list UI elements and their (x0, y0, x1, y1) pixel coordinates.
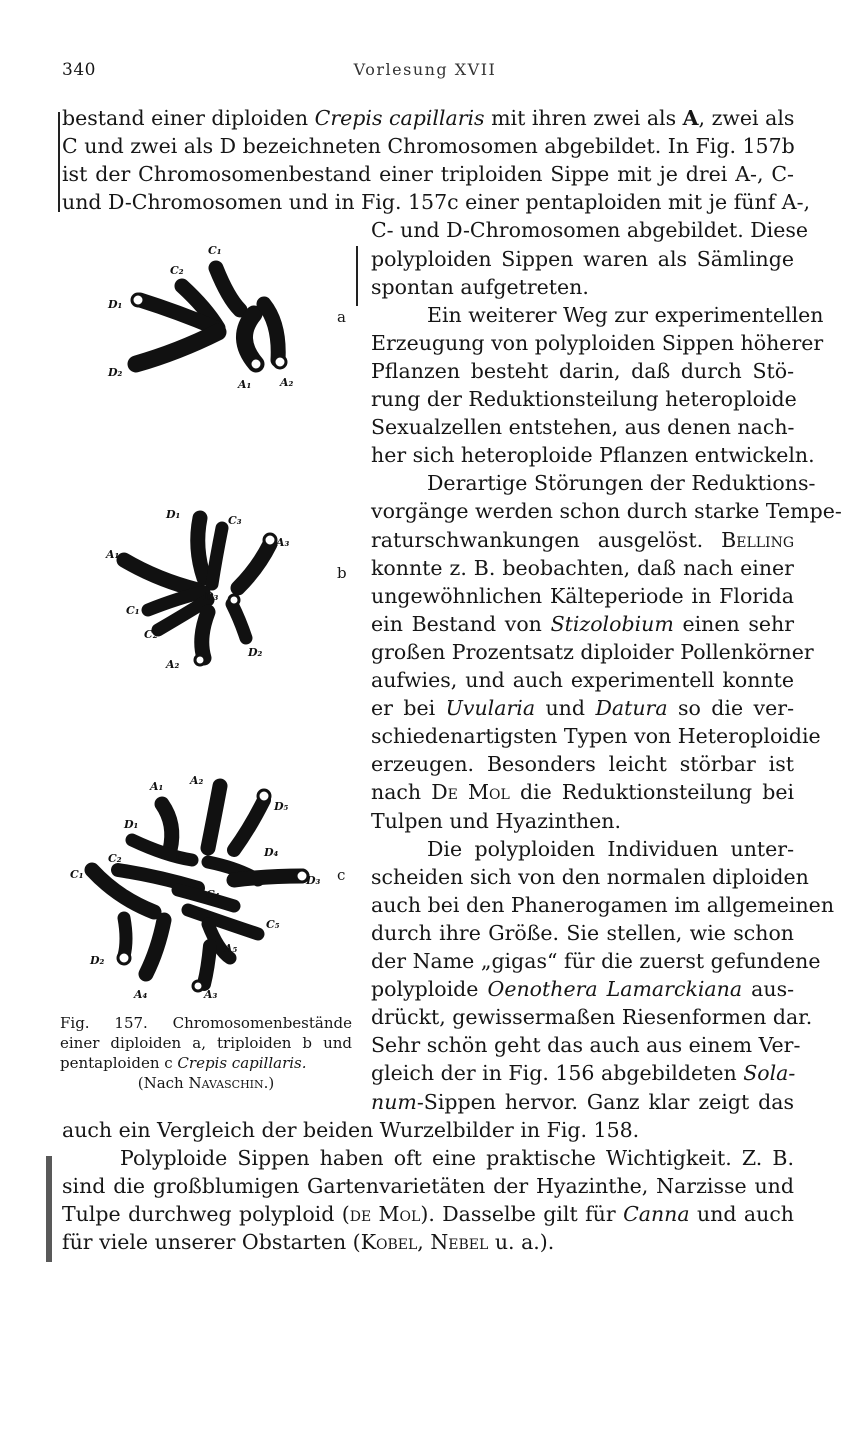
chromosome-label: D₃ (306, 874, 321, 887)
panel-label-c: c (337, 866, 346, 884)
panel-b-spread (124, 518, 276, 665)
text-run: und (535, 696, 596, 721)
chromosome-label: A₅ (224, 942, 238, 955)
text-run: raturschwankungen ausgelöst. (371, 527, 722, 552)
text-run: auch ein Vergleich der beiden Wurzelbilder in Fig. 158. (62, 1117, 640, 1142)
chromosome (188, 910, 258, 934)
chromosome (208, 786, 220, 848)
text-line (371, 582, 794, 610)
text-run: De Mol (431, 780, 510, 805)
text-line (371, 947, 821, 975)
text-line (371, 863, 809, 891)
text-line (371, 1088, 794, 1116)
text-run: Oenothera Lamarckiana (487, 977, 743, 1002)
chromosome-label: A₁ (150, 780, 164, 793)
text-line (371, 778, 794, 806)
text-run: Die polyploiden Individuen unter- (427, 836, 794, 861)
scan-mark (46, 1156, 52, 1262)
caption-credit: (Nach Navaschin.) (137, 1074, 275, 1092)
text-line (371, 610, 794, 638)
text-run: konnte z. B. beobachten, daß nach einer (371, 555, 794, 580)
text-run: so die ver- (667, 696, 794, 721)
chromosome-label: A₃ (204, 988, 218, 1001)
text-line (62, 1200, 794, 1228)
text-line (120, 1144, 794, 1172)
text-run: Tulpen und Hyazinthen. (371, 808, 621, 833)
text-run: Erzeugung von polyploiden Sippen höherer (371, 330, 824, 355)
text-line (62, 1116, 794, 1144)
text-line (62, 132, 794, 160)
chromosome-label: C₅ (266, 918, 280, 931)
text-run: Sehr schön geht das auch aus einem Ver- (371, 1033, 801, 1058)
text-run: , zwei als (698, 106, 795, 130)
text-line (371, 385, 797, 413)
text-line (62, 1172, 794, 1200)
text-run: nach (371, 780, 432, 805)
text-line (371, 497, 842, 525)
chromosome-label: D₂ (248, 646, 263, 659)
text-run: Canna (623, 1201, 690, 1226)
panel-label-a: a (337, 308, 346, 326)
text-run: num (371, 1089, 417, 1114)
text-run: und D-Chromosomen und in Fig. 157c einer pentaploiden mit je fünf A-, (62, 190, 811, 215)
text-line (371, 554, 794, 582)
scan-mark (58, 112, 60, 212)
chromosome-label: A₃ (276, 536, 290, 549)
chromosome-label: C₂ (108, 852, 122, 865)
text-line (371, 666, 794, 694)
chromosome (202, 612, 208, 658)
panel-label-b: b (337, 564, 347, 582)
text-run: aufwies, und auch experimentell konnte (371, 668, 794, 692)
text-line (371, 216, 809, 244)
text-line (371, 273, 794, 301)
text-line (371, 722, 821, 750)
caption-text: Chromosomenbestände einer diploiden a, triploiden b und pentaploiden c (60, 1014, 352, 1072)
text-line (371, 1059, 794, 1087)
chromosome (124, 560, 198, 590)
chromosome-label: C₃ (228, 514, 242, 527)
text-run: , (417, 1230, 431, 1254)
text-run: und auch (689, 1201, 794, 1226)
text-line (371, 1003, 813, 1031)
text-line (62, 104, 794, 132)
figure-157 (58, 228, 358, 1018)
text-run: Sola- (743, 1061, 796, 1086)
chromosome (232, 604, 246, 638)
text-run: für viele unserer Obstarten ( (62, 1230, 361, 1254)
text-run: ist der Chromosomenbestand einer triploiden Sippe mit je drei A-, C- (62, 162, 794, 187)
text-run: durch ihre Größe. Sie stellen, wie schon (371, 920, 794, 945)
text-line (427, 301, 824, 329)
chromosome-label: A₁ (238, 378, 252, 391)
text-run: Polyploide Sippen haben oft eine praktische Wichtigkeit. Z. B. (120, 1145, 794, 1170)
text-line (371, 245, 794, 273)
chromosome-label: D₁ (166, 508, 181, 521)
page-number: 340 (62, 60, 96, 80)
panel-a-spread (132, 268, 286, 370)
text-run: Belling (721, 527, 794, 552)
text-line (371, 413, 794, 441)
chromosome (238, 544, 270, 588)
text-run: Pflanzen besteht darin, daß durch Stö- (371, 358, 794, 383)
text-line (62, 1228, 794, 1256)
text-run: großen Prozentsatz diploider Pollenkörner (371, 639, 814, 664)
chromosome (118, 870, 198, 888)
chromosome-label: C₃ (176, 850, 190, 863)
credit-author: Navaschin (188, 1074, 264, 1092)
chromosome (204, 946, 210, 984)
text-run: drückt, gewissermaßen Riesenformen dar. (371, 1005, 813, 1030)
text-run: rung der Reduktionsteilung heteroploide (371, 387, 797, 411)
text-run: -Sippen hervor. Ganz klar zeigt das (416, 1089, 794, 1114)
chromosome (198, 518, 204, 578)
text-line (371, 750, 794, 778)
text-run: polyploide (371, 977, 488, 1002)
chromosome (264, 304, 278, 360)
text-line (427, 469, 816, 497)
chromosome-figure (58, 228, 358, 1018)
chromosome-label: A₂ (280, 376, 294, 389)
text-line (371, 919, 794, 947)
chromosome-label: C₄ (206, 888, 220, 901)
text-line (371, 638, 814, 666)
text-line (371, 357, 794, 385)
text-run: schiedenartigsten Typen von Heteroploidie (371, 724, 821, 749)
text-run: Uvularia (445, 696, 536, 721)
chromosome-label: D₄ (264, 846, 279, 859)
text-run: C- und D-Chromosomen abgebildet. Diese (371, 218, 809, 243)
chromosome-label: C₁ (126, 604, 140, 617)
text-line (62, 188, 811, 216)
chromosome (124, 918, 126, 956)
text-run: polyploiden Sippen waren als Sämlinge (371, 246, 794, 271)
chromosome (234, 800, 264, 850)
panel-c-spread (92, 786, 308, 991)
chromosome-label: A₄ (134, 988, 148, 1001)
text-run: C und zwei als D bezeichneten Chromosomen abgebildet. In Fig. 157b (62, 134, 795, 159)
chromosome-label: D₁ (108, 298, 123, 311)
chromosome-label: D₂ (108, 366, 123, 379)
text-run: aus- (742, 977, 795, 1002)
chromosome (216, 268, 240, 310)
text-run: einen sehr (673, 611, 794, 636)
text-run: die Reduktionsteilung bei (509, 780, 795, 805)
chromosome-label: C₁ (70, 868, 84, 881)
text-run: sind die großblumigen Gartenvarietäten der Hyazinthe, Narzisse und (62, 1173, 794, 1198)
chromosome-label: D₁ (124, 818, 139, 831)
text-run: Ein weiterer Weg zur experimentellen (427, 302, 824, 327)
caption-species: Crepis capillaris. (177, 1054, 307, 1072)
text-run: der Name „gigas“ für die zuerst gefundene (371, 949, 821, 973)
text-run: Tulpe durchweg polyploid ( (62, 1201, 350, 1226)
text-run: ein Bestand von (371, 611, 551, 636)
chromosome-label: C₂ (144, 628, 158, 641)
text-run: auch bei den Phanerogamen im allgemeinen (371, 892, 835, 917)
figure-caption (60, 1013, 352, 1093)
text-run: ). Dasselbe gilt für (420, 1201, 624, 1226)
text-run: Derartige Störungen der Reduktions- (427, 471, 816, 496)
chromosome (162, 804, 172, 850)
text-run: spontan aufgetreten. (371, 274, 589, 299)
text-line (371, 891, 835, 919)
text-run: ungewöhnlichen Kälteperiode in Florida (371, 583, 794, 608)
text-run: er bei (371, 696, 446, 721)
running-head: Vorlesung XVII (353, 60, 497, 79)
text-run: de Mol (349, 1201, 421, 1226)
text-line (62, 160, 794, 188)
text-line (371, 1031, 801, 1059)
chromosome-label: C₁ (208, 244, 222, 257)
text-run: erzeugen. Besonders leicht störbar ist (371, 752, 794, 777)
text-run: gleich der in Fig. 156 abgebildeten (371, 1061, 744, 1086)
text-line (371, 975, 794, 1003)
chromosome-label: D₅ (274, 800, 289, 813)
text-line (371, 694, 794, 722)
text-line (371, 329, 824, 357)
chromosome (212, 528, 222, 584)
text-line (427, 835, 794, 863)
chromosome-label: D₃ (204, 590, 219, 603)
text-run: scheiden sich von den normalen diploiden (371, 864, 809, 889)
chromosome-label: A₂ (190, 774, 204, 787)
text-run: Kobel (360, 1230, 418, 1254)
chromosome (234, 876, 302, 880)
text-line (371, 526, 794, 554)
text-run: Crepis capillaris (314, 106, 485, 130)
text-run: mit ihren zwei als (484, 106, 683, 130)
chromosome-label: C₂ (170, 264, 184, 277)
text-run: A (682, 106, 699, 130)
text-line (371, 807, 794, 835)
chromosome (136, 332, 218, 364)
text-run: bestand einer diploiden (62, 106, 315, 130)
text-run: Nebel (430, 1230, 489, 1254)
text-run: u. a.). (488, 1230, 555, 1254)
chromosome (244, 314, 256, 364)
chromosome-label: A₁ (106, 548, 120, 561)
text-run: Datura (595, 696, 668, 721)
chromosome-label: A₂ (166, 658, 180, 671)
text-run: Stizolobium (550, 611, 674, 636)
chromosome (146, 920, 164, 974)
chromosome-label: D₂ (90, 954, 105, 967)
figure-label: Fig. 157. (60, 1014, 148, 1032)
text-run: Sexualzellen entstehen, aus denen nach- (371, 415, 795, 440)
text-run: her sich heteroploide Pflanzen entwickeln. (371, 443, 815, 468)
text-run: vorgänge werden schon durch starke Tempe- (371, 499, 842, 524)
text-line (371, 441, 815, 469)
